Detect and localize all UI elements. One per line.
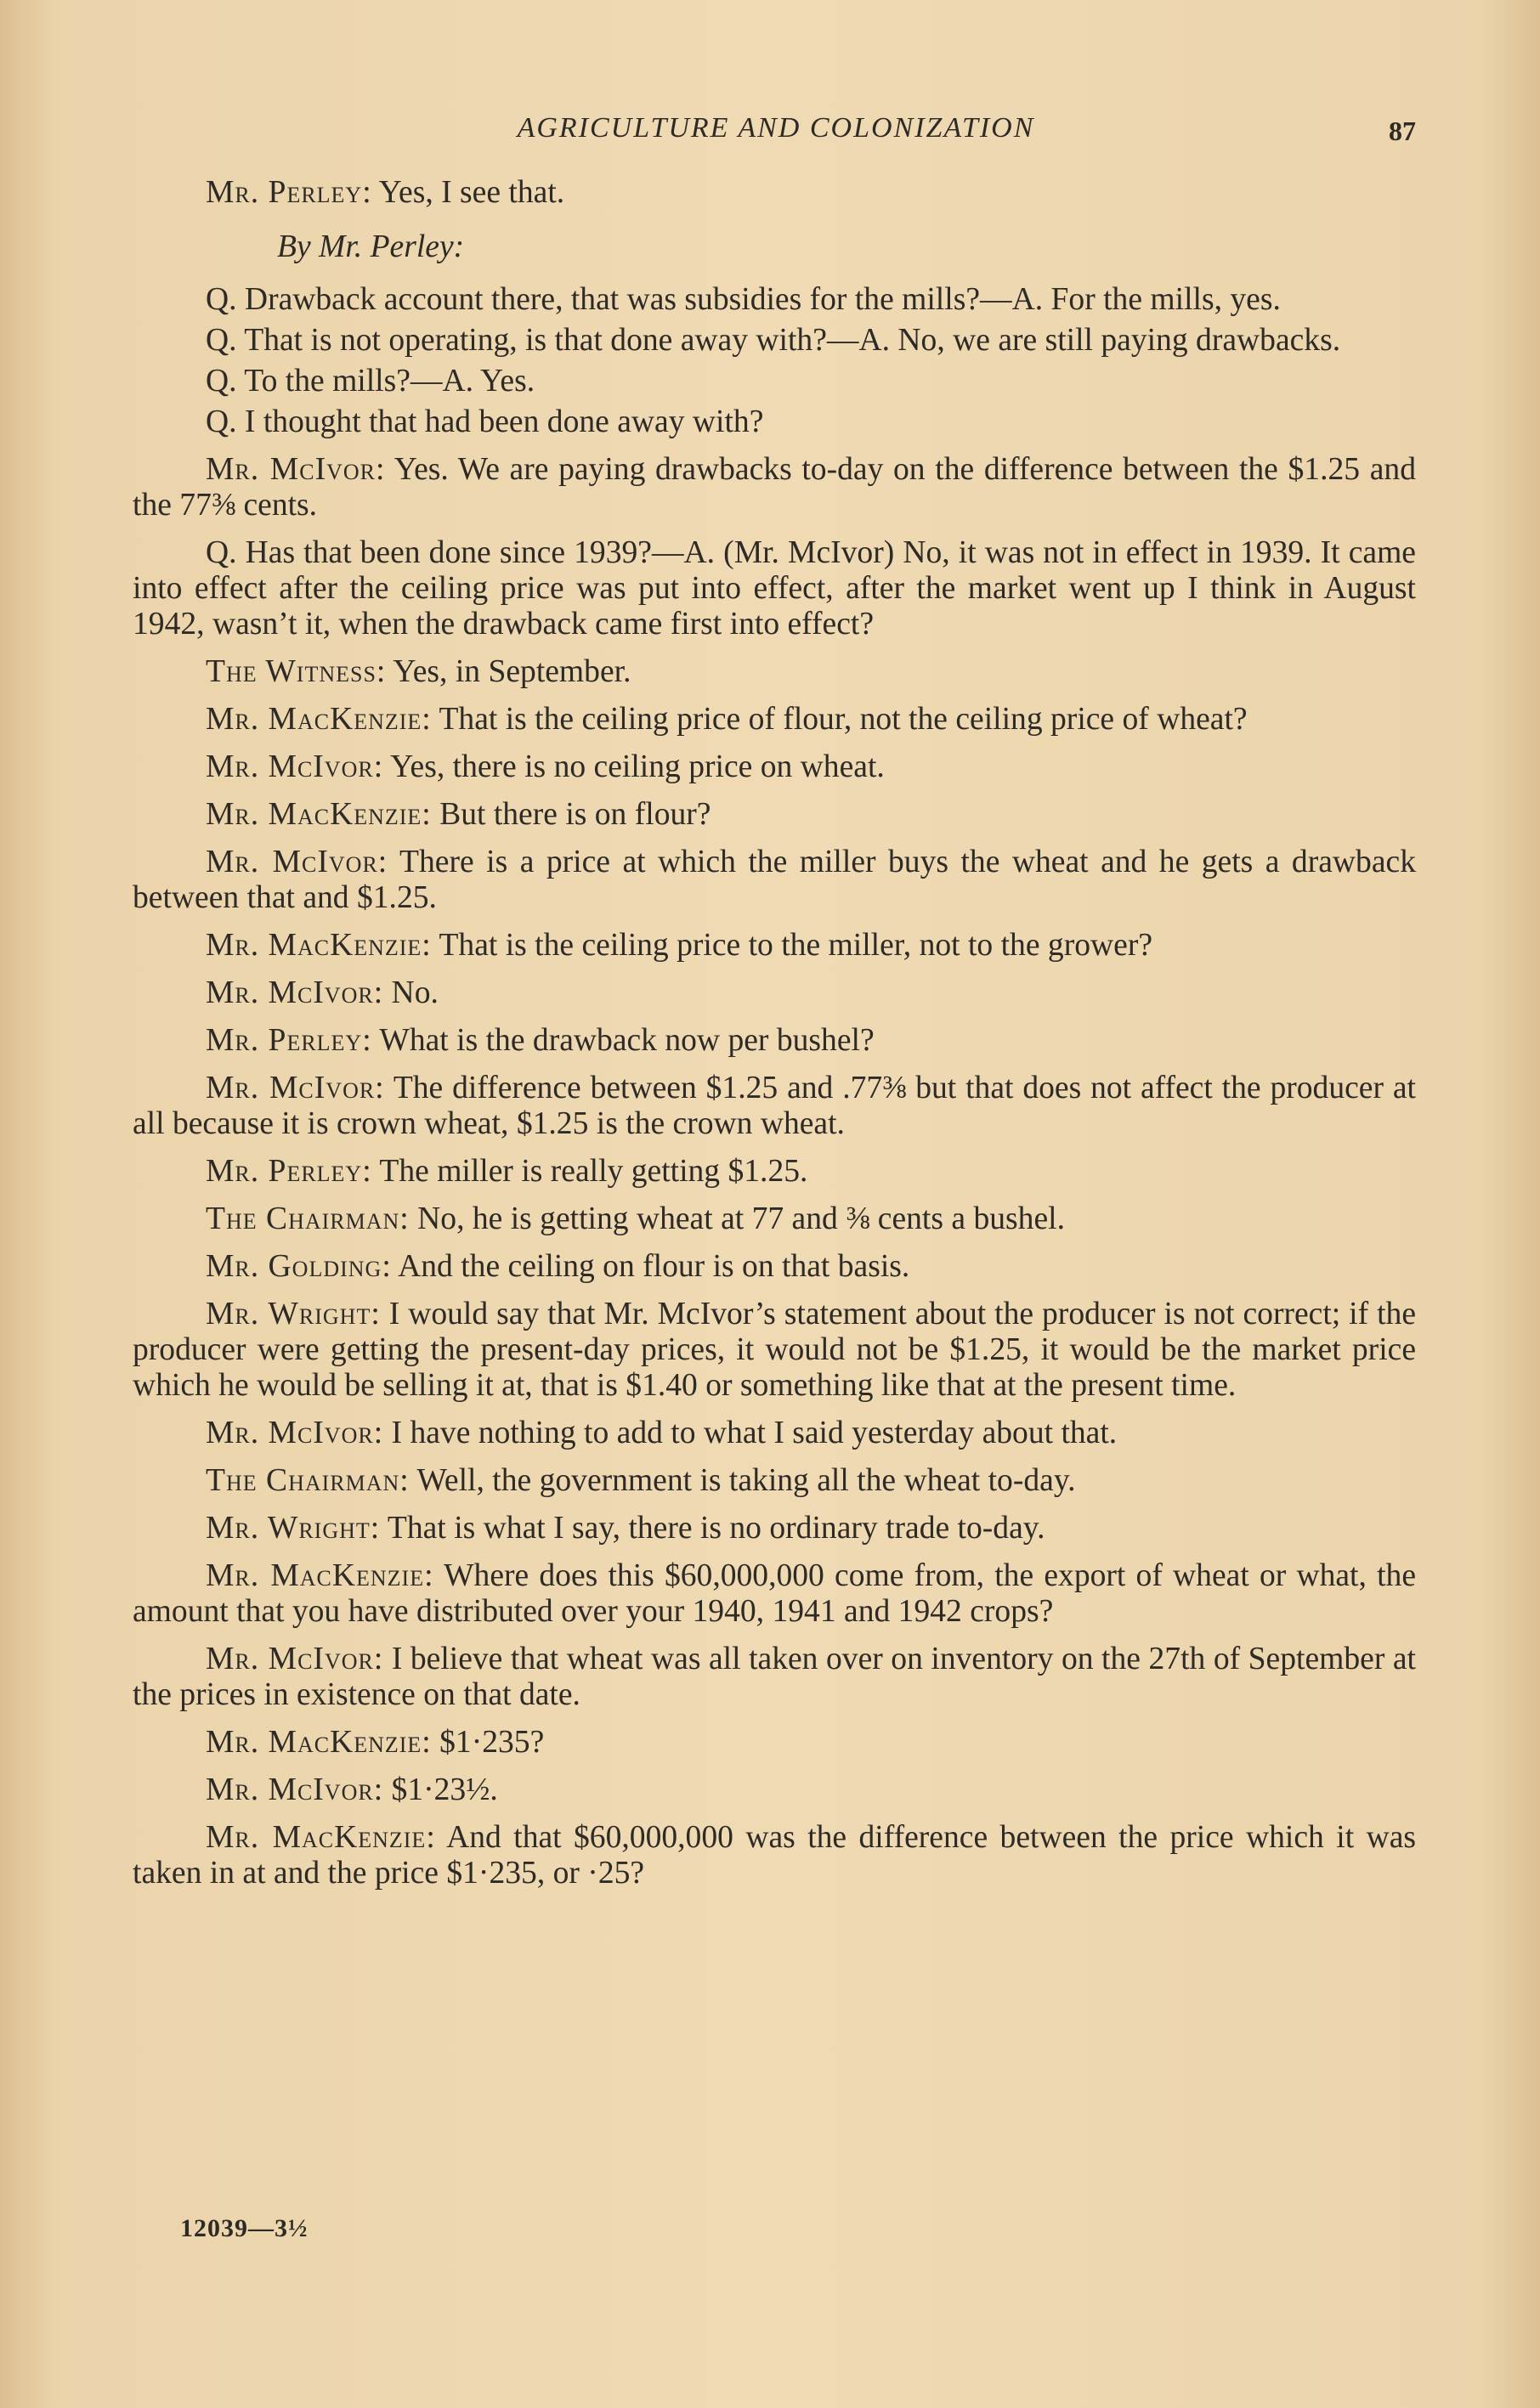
speaker-label: Mr. Perley: — [206, 1154, 372, 1189]
speaker-label: Mr. MacKenzie: — [206, 702, 432, 737]
paragraph-text: That is what I say, there is no ordinary trade to-day. — [380, 1511, 1045, 1546]
question-answer: Q. Has that been done since 1939?—A. (Mr. McIvor) No, it was not in effect in 1939. It came into effect after the ceiling price was put into effect, after the market went up I think in August 1942, wasn’t it, when the drawback came first into effect? — [133, 535, 1416, 642]
question-answer: Q. That is not operating, is that done away with?—A. No, we are still paying drawbacks. — [206, 323, 1341, 358]
paragraph — [133, 749, 1416, 785]
speaker-label: Mr. MacKenzie: — [206, 1558, 434, 1593]
paragraph — [133, 1642, 1416, 1713]
paragraph — [133, 797, 1416, 833]
paragraph — [133, 1071, 1416, 1142]
speaker-label: Mr. Perley: — [206, 175, 372, 210]
paragraph-text: Yes, there is no ceiling price on wheat. — [383, 749, 885, 784]
paragraph — [133, 845, 1416, 916]
speaker-label: Mr. MacKenzie: — [206, 928, 432, 963]
paragraph-text: But there is on flour? — [431, 797, 711, 832]
paragraph — [133, 1201, 1416, 1237]
speaker-label: Mr. Golding: — [206, 1249, 392, 1284]
paragraph — [133, 1416, 1416, 1451]
paragraph-text: I have nothing to add to what I said yesterday about that. — [383, 1416, 1118, 1450]
paragraph-text: And the ceiling on flour is on that basis. — [391, 1249, 910, 1284]
printer-signature: 12039—3½ — [180, 2214, 309, 2242]
paragraph-text: Yes. We are paying drawbacks to-day on the difference between the $1.25 and the 77⅜ cents. — [133, 452, 1416, 523]
paragraph-text: Where does this $60,000,000 come from, the export of wheat or what, the amount that you have distributed over your 1940, 1941 and 1942 crops? — [133, 1558, 1416, 1629]
speaker-label: Mr. McIvor: — [206, 1772, 384, 1807]
paragraph-text: No. — [383, 975, 439, 1010]
paragraph-text: That is the ceiling price to the miller, not to the grower? — [431, 928, 1153, 963]
paragraph-text: That is the ceiling price of flour, not the ceiling price of wheat? — [431, 702, 1248, 737]
speaker-label: Mr. MacKenzie: — [206, 797, 432, 832]
paragraph — [133, 1297, 1416, 1404]
paragraph-text: I would say that Mr. McIvor’s statement about the producer is not correct; if the producer were getting the present-day prices, it would not be $1.25, it would be the market price which he would be selling it at, that is $1.40 or something like that at the present time. — [133, 1297, 1416, 1403]
page-number: 87 — [1389, 116, 1416, 146]
paragraph-text: And that $60,000,000 was the difference between the price which it was taken in at and the price $1·235, or ·25? — [133, 1820, 1417, 1891]
transcript-body — [133, 175, 1416, 1903]
paragraph-text: No, he is getting wheat at 77 and ⅜ cents a bushel. — [409, 1201, 1065, 1236]
speaker-label: Mr. McIvor: — [206, 749, 384, 784]
speaker-label: Mr. MacKenzie: — [206, 1725, 432, 1760]
paragraph — [133, 702, 1416, 738]
paragraph-text: The miller is really getting $1.25. — [371, 1154, 808, 1189]
paragraph — [133, 1820, 1416, 1891]
paragraph-text: I believe that wheat was all taken over on inventory on the 27th of September at the prices in existence on that date. — [133, 1642, 1416, 1712]
speaker-label: Mr. McIvor: — [206, 975, 384, 1010]
question-answer: Q. To the mills?—A. Yes. — [206, 364, 535, 399]
question-answer: Q. Drawback account there, that was subsidies for the mills?—A. For the mills, yes. — [206, 282, 1281, 317]
speaker-label: The Chairman: — [206, 1463, 410, 1498]
paragraph-text: $1·23½. — [383, 1772, 498, 1807]
paragraph — [133, 452, 1416, 523]
speaker-label: Mr. MacKenzie: — [206, 1820, 436, 1855]
paragraph-text: There is a price at which the miller buys the wheat and he gets a drawback between that and $1.25. — [133, 845, 1416, 915]
paragraph-text: The difference between $1.25 and .77⅜ but that does not affect the producer at all because it is crown wheat, $1.25 is the crown wheat. — [133, 1071, 1416, 1141]
paragraph — [133, 175, 1416, 211]
paragraph — [133, 1023, 1416, 1059]
speaker-label: Mr. McIvor: — [206, 1642, 384, 1676]
paragraph-text: What is the drawback now per bushel? — [371, 1023, 875, 1058]
paragraph-text: Well, the government is taking all the wheat to-day. — [409, 1463, 1076, 1498]
speaker-label: The Chairman: — [206, 1201, 410, 1236]
speaker-label: Mr. McIvor: — [206, 452, 386, 487]
paragraph — [133, 1558, 1416, 1630]
paragraph — [133, 1511, 1416, 1546]
paragraph-text: Yes, in September. — [386, 654, 631, 689]
speaker-label: Mr. McIvor: — [206, 1416, 384, 1450]
paragraph — [133, 928, 1416, 964]
paragraph-text: $1·235? — [431, 1725, 545, 1760]
paragraph — [133, 975, 1416, 1011]
paragraph — [133, 1725, 1416, 1761]
speaker-label: Mr. Perley: — [206, 1023, 372, 1058]
page-header — [136, 112, 1416, 155]
paragraph — [133, 1772, 1416, 1808]
speaker-label: Mr. Wright: — [206, 1297, 381, 1331]
speaker-label: Mr. McIvor: — [206, 845, 388, 879]
paragraph — [133, 1463, 1416, 1499]
speaker-label: The Witness: — [206, 654, 387, 689]
question-answer: Q. I thought that had been done away with? — [206, 404, 764, 439]
paragraph-text: Yes, I see that. — [371, 175, 565, 210]
paragraph — [133, 1249, 1416, 1285]
paragraph — [133, 654, 1416, 690]
examiner-byline: By Mr. Perley: — [277, 229, 465, 264]
speaker-label: Mr. McIvor: — [206, 1071, 385, 1105]
running-title: AGRICULTURE AND COLONIZATION — [517, 112, 1035, 144]
speaker-label: Mr. Wright: — [206, 1511, 381, 1546]
paragraph — [133, 1154, 1416, 1190]
